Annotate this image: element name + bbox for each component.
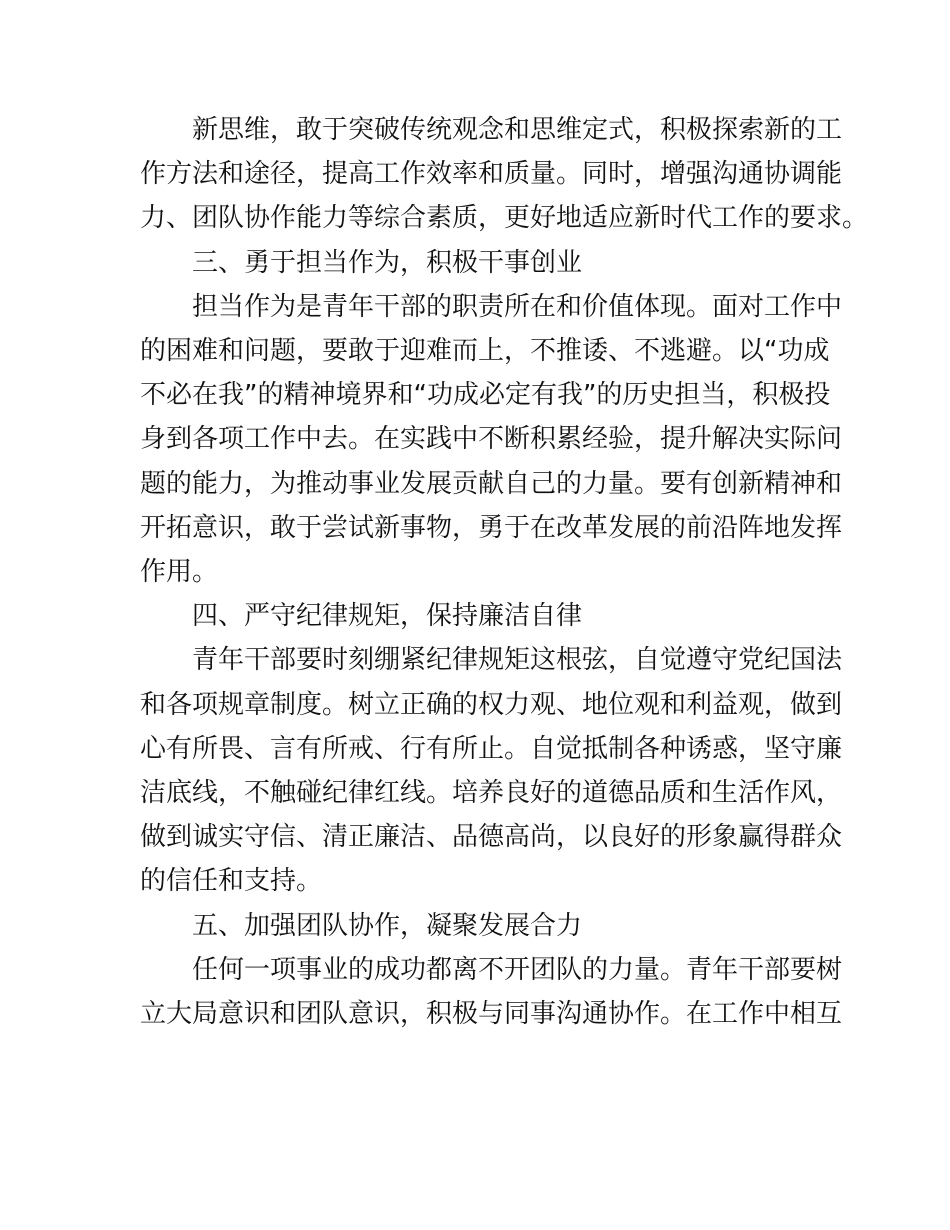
paragraph-line: 心有所畏、言有所戒、行有所止。自觉抵制各种诱惑，坚守廉 (140, 733, 843, 764)
paragraph-line: 身到各项工作中去。在实践中不断积累经验，提升解决实际问 (140, 424, 843, 455)
paragraph-line: 的困难和问题，要敢于迎难而上，不推诿、不逃避。以“功成 (140, 336, 830, 366)
paragraph-line: 不必在我”的精神境界和“功成必定有我”的历史担当，积极投 (140, 380, 831, 411)
paragraph-line: 的信任和支持。 (140, 866, 323, 897)
section-heading: 三、勇于担当作为，积极干事创业 (192, 247, 583, 278)
section-heading: 五、加强团队协作，凝聚发展合力 (192, 910, 583, 941)
section-heading: 四、严守纪律规矩，保持廉洁自律 (192, 601, 583, 632)
paragraph-line: 作用。 (140, 557, 219, 587)
paragraph-line: 担当作为是青年干部的职责所在和价值体现。面对工作中 (192, 291, 843, 322)
paragraph-line: 青年干部要时刻绷紧纪律规矩这根弦，自觉遵守党纪国法 (192, 645, 843, 676)
paragraph-line: 立大局意识和团队意识，积极与同事沟通协作。在工作中相互 (140, 999, 843, 1029)
paragraph-line: 力、团队协作能力等综合素质，更好地适应新时代工作的要求。 (140, 203, 869, 234)
paragraph-line: 任何一项事业的成功都离不开团队的力量。青年干部要树 (192, 954, 843, 985)
paragraph-line: 开拓意识，敢于尝试新事物，勇于在改革发展的前沿阵地发挥 (140, 512, 843, 543)
paragraph-line: 作方法和途径，提高工作效率和质量。同时，增强沟通协调能 (140, 159, 843, 190)
paragraph-line: 新思维，敢于突破传统观念和思维定式，积极探索新的工 (192, 115, 843, 145)
paragraph-line: 做到诚实守信、清正廉洁、品德高尚，以良好的形象赢得群众 (140, 822, 843, 853)
paragraph-line: 题的能力，为推动事业发展贡献自己的力量。要有创新精神和 (140, 468, 843, 499)
paragraph-line: 和各项规章制度。树立正确的权力观、地位观和利益观，做到 (140, 689, 843, 720)
paragraph-line: 洁底线，不触碰纪律红线。培养良好的道德品质和生活作风， (140, 778, 843, 808)
